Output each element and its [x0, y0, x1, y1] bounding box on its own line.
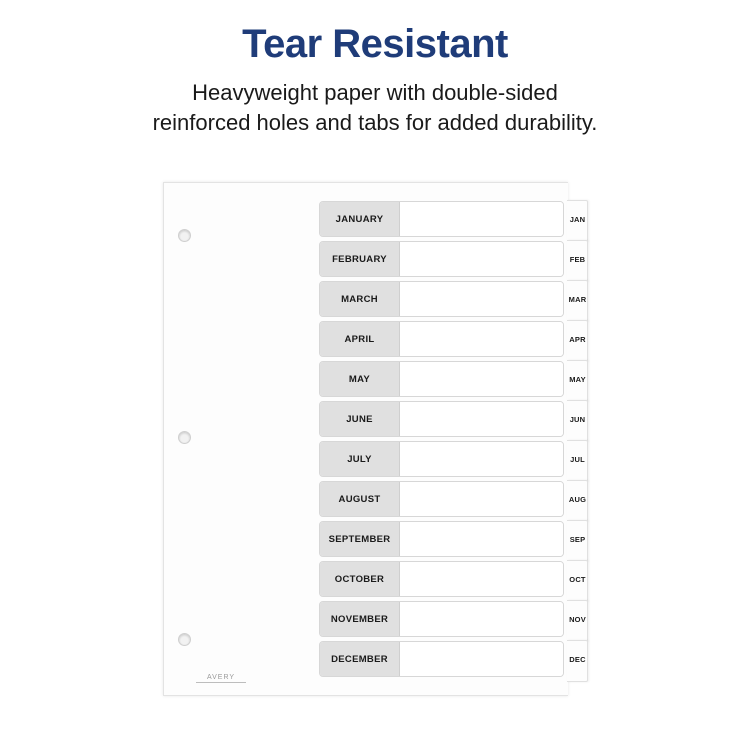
- divider-month-label: JULY: [320, 442, 400, 476]
- page-subtitle-line-1: Heavyweight paper with double-sided: [192, 80, 558, 105]
- divider-tab: [567, 200, 588, 242]
- divider-write-area: [400, 442, 563, 476]
- divider-month-label: JUNE: [320, 402, 400, 436]
- avery-logo-underline: [196, 682, 246, 683]
- divider-month-label: APRIL: [320, 322, 400, 356]
- divider-write-area: [400, 602, 563, 636]
- divider-tab: [567, 640, 588, 682]
- divider-tab-label: JUN: [569, 415, 586, 424]
- divider-tab-label: DEC: [569, 655, 586, 664]
- divider-tab: [567, 280, 588, 322]
- divider-tab: [567, 480, 588, 522]
- divider-write-area: [400, 562, 563, 596]
- divider-tab-label: OCT: [569, 575, 586, 584]
- divider-month-label: JANUARY: [320, 202, 400, 236]
- divider-tab-label: JAN: [569, 215, 586, 224]
- divider-tab: [567, 600, 588, 642]
- divider-row: [319, 319, 564, 359]
- divider-row: [319, 279, 564, 319]
- divider-tab-label: JUL: [570, 455, 585, 464]
- divider-tab-label: FEB: [569, 255, 586, 264]
- divider-write-area: [400, 322, 563, 356]
- divider-tab: [567, 560, 588, 602]
- divider-row: [319, 359, 564, 399]
- divider-month-label: MARCH: [320, 282, 400, 316]
- divider-row: [319, 239, 564, 279]
- divider-write-area: [400, 362, 563, 396]
- divider-tab: [567, 240, 588, 282]
- divider-row: [319, 199, 564, 239]
- divider-row: [319, 399, 564, 439]
- divider-write-area: [400, 282, 563, 316]
- divider-write-area: [400, 522, 563, 556]
- divider-tab: [567, 520, 588, 562]
- divider-row: [319, 479, 564, 519]
- divider-month-label: DECEMBER: [320, 642, 400, 676]
- page-subtitle-line-2: reinforced holes and tabs for added durability.: [152, 110, 598, 135]
- divider-tab: [567, 440, 588, 482]
- punch-hole-icon: [178, 229, 191, 242]
- page-subtitle: [0, 78, 750, 138]
- divider-write-area: [400, 482, 563, 516]
- divider-tab-label: MAY: [569, 375, 586, 384]
- divider-row: [319, 439, 564, 479]
- divider-write-area: [400, 642, 563, 676]
- divider-write-area: [400, 402, 563, 436]
- avery-logo-text: AVERY: [206, 674, 236, 681]
- page-title: Tear Resistant: [242, 22, 508, 66]
- divider-rows: [319, 199, 564, 679]
- divider-month-label: AUGUST: [320, 482, 400, 516]
- divider-tab: [567, 360, 588, 402]
- avery-logo: [196, 674, 246, 683]
- divider-sheet: [163, 182, 568, 696]
- divider-write-area: [400, 202, 563, 236]
- punch-hole-icon: [178, 431, 191, 444]
- divider-tabs: [567, 182, 587, 694]
- divider-tab: [567, 400, 588, 442]
- divider-tab: [567, 320, 588, 362]
- divider-write-area: [400, 242, 563, 276]
- divider-row: [319, 599, 564, 639]
- punch-hole-icon: [178, 633, 191, 646]
- divider-tab-label: MAR: [568, 295, 587, 304]
- divider-tab-label: SEP: [569, 535, 586, 544]
- divider-month-label: SEPTEMBER: [320, 522, 400, 556]
- divider-row: [319, 519, 564, 559]
- divider-month-label: FEBRUARY: [320, 242, 400, 276]
- divider-tab-label: AUG: [568, 495, 587, 504]
- product-photo: [163, 182, 587, 694]
- divider-tab-label: APR: [569, 335, 586, 344]
- divider-tab-label: NOV: [569, 615, 586, 624]
- divider-month-label: OCTOBER: [320, 562, 400, 596]
- divider-month-label: MAY: [320, 362, 400, 396]
- divider-month-label: NOVEMBER: [320, 602, 400, 636]
- divider-row: [319, 559, 564, 599]
- divider-row: [319, 639, 564, 679]
